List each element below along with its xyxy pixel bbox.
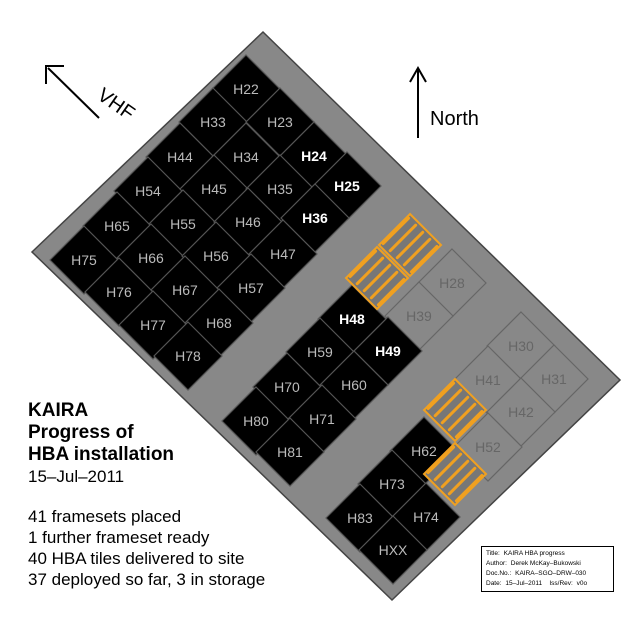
doc-title-label: Title:: [486, 550, 500, 557]
heading-block: [28, 400, 174, 488]
hba-tile-label: H67: [172, 282, 198, 298]
heading-date: 15–Jul–2011: [28, 467, 125, 486]
hba-tile-label: H33: [200, 114, 226, 130]
stats-list: [28, 506, 265, 590]
document-info-box: [481, 546, 614, 592]
north-label: North: [430, 108, 479, 130]
hba-tile-label: H56: [203, 248, 229, 264]
hba-tile-label: H39: [406, 308, 432, 324]
hba-tile-label: H80: [243, 413, 269, 429]
vhf-label: VHF: [93, 84, 139, 126]
hba-tile-label: H59: [307, 344, 333, 360]
doc-issrev-value: v0o: [576, 580, 588, 587]
doc-date-label: Date:: [486, 580, 502, 587]
doc-issrev-label: Iss/Rev:: [549, 580, 573, 587]
hba-tile-label: H65: [104, 218, 130, 234]
north-arrow-icon: [410, 68, 426, 138]
hba-tile-label: H25: [334, 178, 360, 194]
hba-tile-label: H74: [413, 509, 439, 525]
heading-title-line3: HBA installation: [28, 444, 175, 465]
hba-tile-label: H77: [140, 317, 166, 333]
hba-tile-label: H62: [411, 443, 437, 459]
doc-number-value: KAIRA–SGO–DRW–030: [515, 570, 587, 577]
hba-tile-label: H78: [175, 348, 201, 364]
hba-tile-label: H23: [267, 114, 293, 130]
stat-line: 40 HBA tiles delivered to site: [28, 549, 245, 568]
hba-tile-label: H36: [302, 210, 328, 226]
heading-title-line1: KAIRA: [28, 400, 89, 421]
hba-tile-label: H30: [508, 338, 534, 354]
doc-author-value: Derek McKay–Bukowski: [510, 560, 581, 567]
hba-tile-label: H52: [475, 439, 501, 455]
hba-tile-label: H44: [167, 149, 193, 165]
stat-line: 1 further frameset ready: [28, 528, 210, 547]
hba-tile-label: H34: [233, 149, 259, 165]
hba-tile-label: H42: [508, 404, 534, 420]
hba-tile-label: H31: [541, 371, 567, 387]
hba-tile-label: H22: [233, 81, 259, 97]
hba-tile-label: H55: [170, 216, 196, 232]
heading-title-line2: Progress of: [28, 422, 134, 443]
stat-line: 37 deployed so far, 3 in storage: [28, 570, 266, 589]
hba-tile-label: H81: [277, 444, 303, 460]
doc-title-value: KAIRA HBA progress: [503, 550, 565, 557]
hba-tile-label: H45: [201, 181, 227, 197]
vhf-arrow-icon: [46, 66, 99, 118]
hba-tile-label: H68: [206, 315, 232, 331]
hba-tile-label: H66: [138, 250, 164, 266]
hba-tile-label: H71: [309, 411, 335, 427]
hba-tile-label: H83: [347, 510, 373, 526]
hba-tile-label: H47: [270, 246, 296, 262]
stat-line: 41 framesets placed: [28, 507, 182, 526]
hba-tile-label: H24: [301, 148, 327, 164]
doc-author-label: Author:: [486, 560, 507, 567]
hba-tile-label: H41: [475, 372, 501, 388]
hba-tile-label: H35: [267, 181, 293, 197]
hba-tile-label: H49: [375, 343, 401, 359]
hba-tile-label: H46: [235, 214, 261, 230]
hba-tile-label: H54: [135, 183, 161, 199]
doc-date-value: 15–Jul–2011: [505, 580, 543, 587]
hba-tile-label: H70: [274, 379, 300, 395]
hba-tile-label: H76: [106, 284, 132, 300]
hba-tile-label: HXX: [378, 542, 408, 558]
doc-number-label: Doc.No.:: [486, 570, 512, 577]
hba-tile-label: H73: [379, 476, 405, 492]
hba-tile-label: H57: [238, 280, 264, 296]
hba-tile-label: H75: [71, 252, 97, 268]
hba-tile-label: H60: [341, 377, 367, 393]
hba-tile-label: H48: [339, 311, 365, 327]
hba-tile-label: H28: [439, 275, 465, 291]
